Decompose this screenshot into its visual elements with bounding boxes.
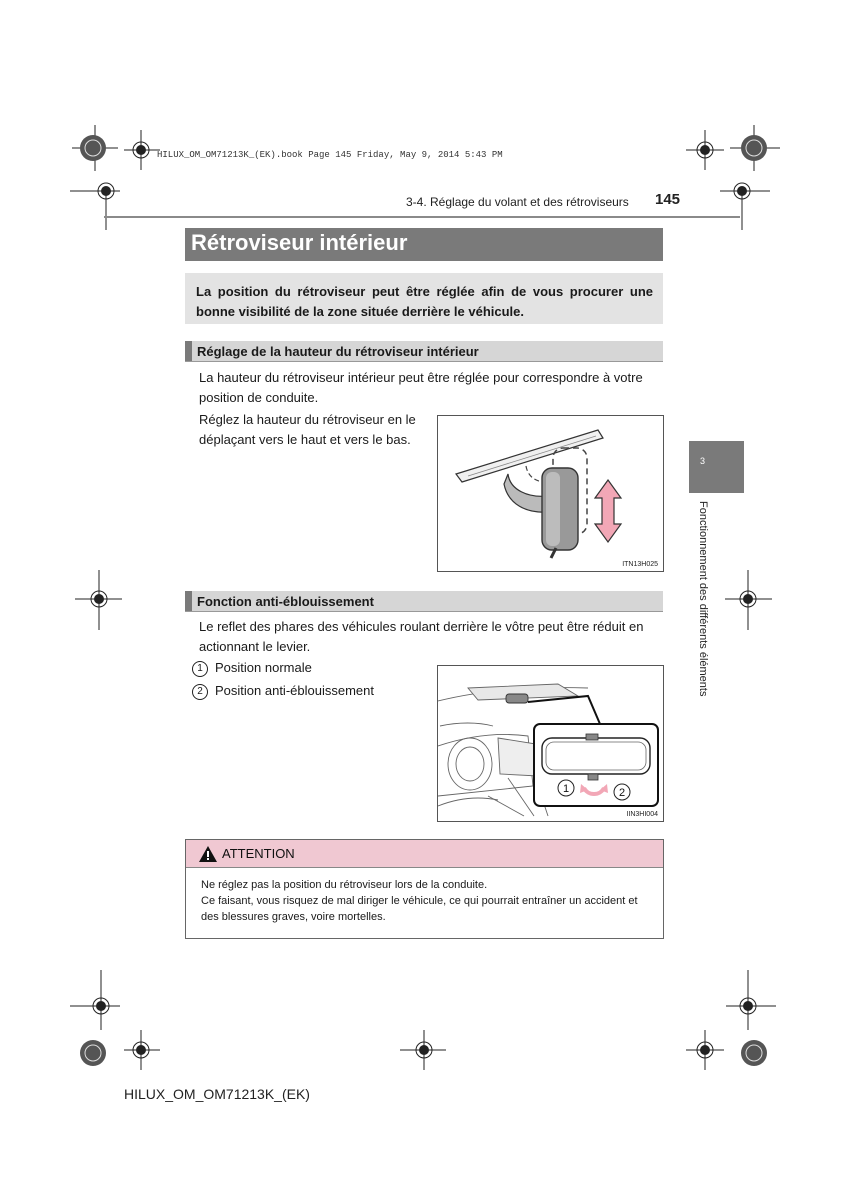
attention-line-1: Ne réglez pas la position du rétroviseur lors de la conduite. bbox=[201, 879, 488, 891]
section1-paragraph: La hauteur du rétroviseur intérieur peut être réglée pour correspondre à votre position de conduite. bbox=[199, 370, 643, 405]
page-title: Rétroviseur intérieur bbox=[191, 230, 408, 255]
mirror-height-illustration bbox=[438, 416, 663, 571]
chapter-tab bbox=[689, 441, 744, 493]
section-heading-height bbox=[185, 341, 663, 362]
callout-label-2: 2 bbox=[618, 787, 626, 799]
item-label-antiglare: Position anti-éblouissement bbox=[215, 683, 374, 698]
attention-line-2: Ce faisant, vous risquez de mal diriger le véhicule, ce qui pourrait entraîner un accident et des blessures graves, voire mortelles. bbox=[201, 895, 638, 923]
section-heading-antiglare bbox=[185, 591, 663, 612]
section-heading-height-label: Réglage de la hauteur du rétroviseur intérieur bbox=[197, 344, 479, 359]
figure-code-1: ITN13H025 bbox=[622, 561, 658, 568]
intro-box bbox=[185, 273, 663, 324]
mirror-height-figure bbox=[437, 415, 664, 572]
callout-label-1: 1 bbox=[562, 783, 570, 795]
print-info: HILUX_OM_OM71213K_(EK).book Page 145 Friday, May 9, 2014 5:43 PM bbox=[157, 150, 503, 160]
chapter-label: Fonctionnement des différents éléments bbox=[697, 501, 709, 697]
section1-instruction: Réglez la hauteur du rétroviseur en le déplaçant vers le haut et vers le bas. bbox=[199, 412, 416, 447]
intro-text: La position du rétroviseur peut être réglée afin de vous procurer une bonne visibilité de la zone située derrière le véhicule. bbox=[196, 284, 653, 319]
header-rule bbox=[104, 216, 740, 218]
footer-code: HILUX_OM_OM71213K_(EK) bbox=[124, 1086, 310, 1102]
attention-text bbox=[201, 877, 654, 925]
figure-code-2: IIN3HI004 bbox=[626, 811, 658, 818]
chapter-number: 3 bbox=[700, 456, 706, 466]
attention-box bbox=[185, 839, 664, 939]
antiglare-illustration bbox=[438, 666, 663, 821]
antiglare-figure bbox=[437, 665, 664, 822]
header-section-title: 3-4. Réglage du volant et des rétroviseurs bbox=[406, 195, 629, 209]
list-item-normal bbox=[192, 660, 312, 677]
section-heading-antiglare-label: Fonction anti-éblouissement bbox=[197, 594, 374, 609]
attention-header bbox=[186, 840, 663, 868]
attention-title: ATTENTION bbox=[222, 846, 295, 861]
section2-paragraph: Le reflet des phares des véhicules roulant derrière le vôtre peut être réduit en actionnant le levier. bbox=[199, 619, 644, 654]
page-number: 145 bbox=[655, 191, 681, 208]
list-item-antiglare bbox=[192, 683, 374, 700]
item-number-2: 2 bbox=[192, 684, 208, 700]
page-title-bar bbox=[185, 228, 663, 261]
warning-triangle-icon bbox=[198, 845, 218, 863]
item-number-1: 1 bbox=[192, 661, 208, 677]
item-label-normal: Position normale bbox=[215, 660, 312, 675]
